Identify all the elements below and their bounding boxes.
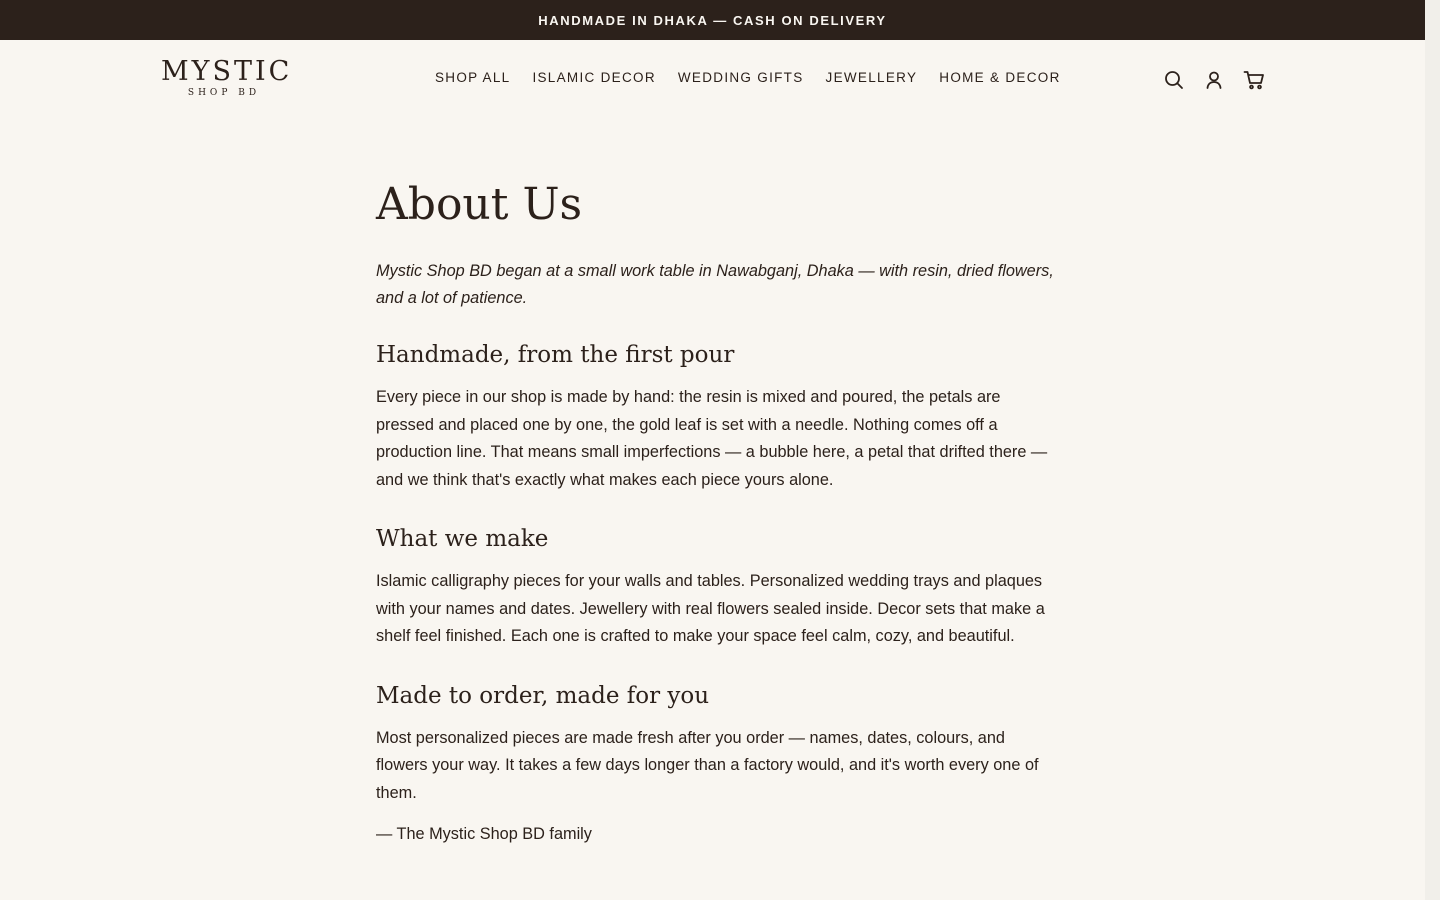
nav-item-islamic-decor[interactable]: ISLAMIC DECOR: [532, 70, 656, 85]
nav-item-jewellery[interactable]: JEWELLERY: [825, 70, 918, 85]
nav-item-shop-all[interactable]: SHOP ALL: [435, 70, 511, 85]
announcement-bar: [0, 0, 1425, 40]
section-body-what-we-make: Islamic calligraphy pieces for your walls and tables. Personalized wedding trays and plaques with your names and dates. Jewellery with real flowers sealed inside. Decor sets that make a shelf feel finished. Each one is crafted to make your space feel calm, cozy, and beautiful.: [376, 572, 1045, 645]
announcement-text: HANDMADE IN DHAKA — CASH ON DELIVERY: [538, 12, 887, 28]
signoff-text: — The Mystic Shop BD family: [376, 825, 592, 843]
section-body-made-to-order: Most personalized pieces are made fresh after you order — names, dates, colours, and flowers your way. It takes a few days longer than a factory would, and it's worth every one of them.: [376, 728, 1039, 802]
brand-name: MYSTIC: [161, 56, 293, 87]
header-icons: [1163, 69, 1265, 91]
intro-text: Mystic Shop BD began at a small work table in Nawabganj, Dhaka — with resin, dried flowers, and a lot of patience.: [376, 262, 1054, 307]
main-nav: [435, 70, 1061, 85]
cart-icon[interactable]: [1243, 69, 1265, 91]
section-heading-made-to-order: Made to order, made for you: [376, 682, 710, 709]
account-icon[interactable]: [1203, 69, 1225, 91]
section-heading-handmade: Handmade, from the first pour: [376, 342, 735, 368]
section-body-handmade: Every piece in our shop is made by hand: the resin is mixed and poured, the petals are pressed and placed one by one, the gold leaf is set with a needle. Nothing comes off a production line. That means small imperfections — a bubble here, a petal that drifted there — and we think that's exactly what makes each piece yours alone.: [376, 388, 1048, 489]
site-header: [0, 40, 1425, 120]
nav-item-wedding-gifts[interactable]: WEDDING GIFTS: [677, 70, 804, 85]
scrollbar-track[interactable]: [1425, 0, 1440, 900]
page-title: About Us: [376, 179, 583, 230]
search-icon[interactable]: [1163, 69, 1185, 91]
section-heading-what-we-make: What we make: [376, 526, 549, 552]
about-content: [376, 170, 1056, 848]
brand-tagline: SHOP BD: [187, 88, 261, 98]
nav-item-home-decor[interactable]: HOME & DECOR: [939, 70, 1061, 85]
brand-logo[interactable]: [161, 56, 293, 98]
